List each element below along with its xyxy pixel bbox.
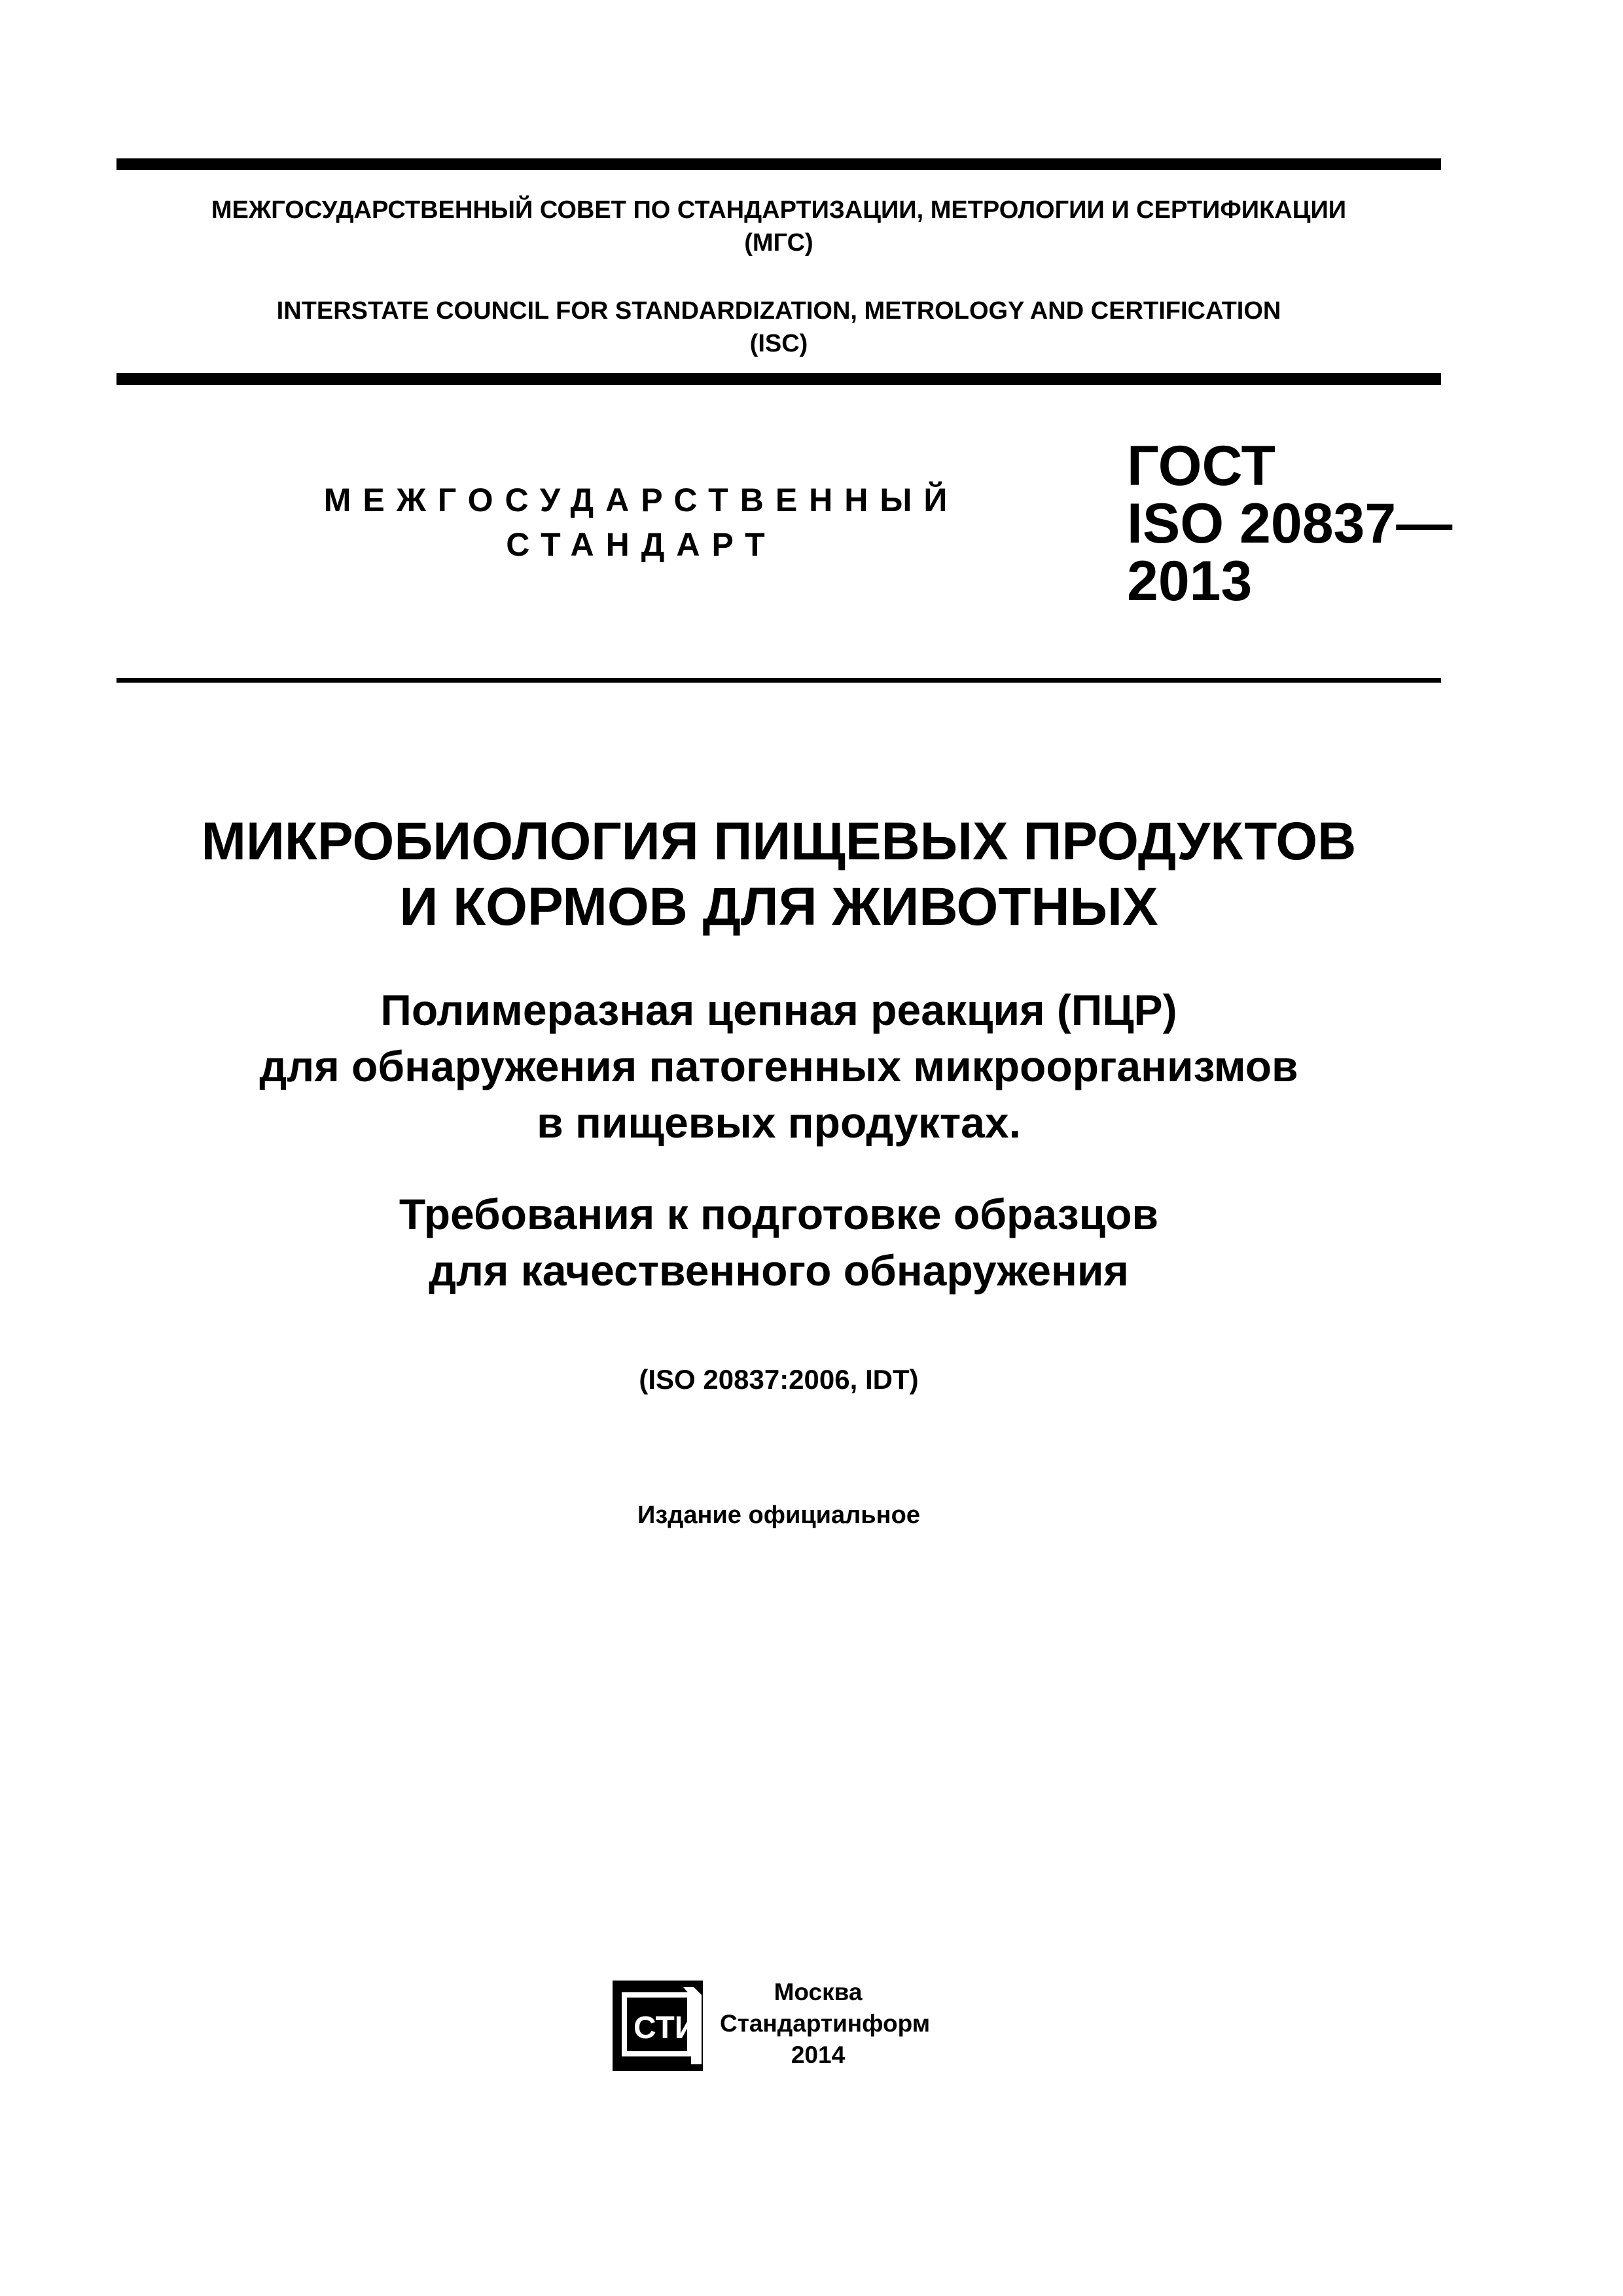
subtitle-pcr	[116, 982, 1441, 1151]
title-line1: МИКРОБИОЛОГИЯ ПИЩЕВЫХ ПРОДУКТОВ	[201, 812, 1357, 871]
subtitle1-line3: в пищевых продуктах.	[537, 1098, 1021, 1147]
council-ru-line1: МЕЖГОСУДАРСТВЕННЫЙ СОВЕТ ПО СТАНДАРТИЗАЦИИ, МЕТРОЛОГИИ И СЕРТИФИКАЦИИ	[211, 196, 1347, 224]
designation-line2: ISO 20837—	[1127, 492, 1453, 555]
publisher-info	[720, 1977, 931, 2071]
subtitle-requirements	[116, 1186, 1441, 1299]
logo-text: СТИ	[633, 2011, 698, 2045]
subtitle1-line2: для обнаружения патогенных микроорганизмов	[259, 1042, 1298, 1090]
council-name-english	[116, 295, 1441, 360]
top-divider	[116, 158, 1441, 170]
council-en-abbr: (ISC)	[749, 330, 808, 357]
subtitle1-line1: Полимеразная цепная реакция (ПЦР)	[380, 986, 1177, 1034]
document-title	[116, 809, 1441, 940]
standard-label-line2: СТАНДАРТ	[506, 526, 777, 563]
council-en-line1: INTERSTATE COUNCIL FOR STANDARDIZATION, METROLOGY AND CERTIFICATION	[276, 297, 1281, 325]
council-name-russian	[116, 194, 1441, 259]
iso-reference: (ISO 20837:2006, IDT)	[639, 1364, 919, 1395]
designation-year: 2013	[1127, 550, 1253, 613]
council-ru-abbr: (МГС)	[744, 229, 813, 257]
subtitle2-line2: для качественного обнаружения	[429, 1246, 1129, 1295]
publisher-name: Стандартинформ	[720, 2010, 931, 2037]
standartinform-logo-icon	[610, 1978, 705, 2073]
subtitle2-line1: Требования к подготовке образцов	[399, 1190, 1159, 1238]
middle-divider	[116, 373, 1441, 385]
bottom-divider	[116, 678, 1441, 683]
standard-label-line1: МЕЖГОСУДАРСТВЕННЫЙ	[323, 482, 959, 518]
designation-line1: ГОСТ	[1127, 435, 1276, 497]
publisher-city: Москва	[774, 1979, 863, 2005]
edition-note: Издание официальное	[637, 1501, 920, 1529]
standard-designation	[1127, 435, 1453, 613]
title-line2: И КОРМОВ ДЛЯ ЖИВОТНЫХ	[399, 877, 1158, 937]
publisher-year: 2014	[791, 2041, 846, 2068]
